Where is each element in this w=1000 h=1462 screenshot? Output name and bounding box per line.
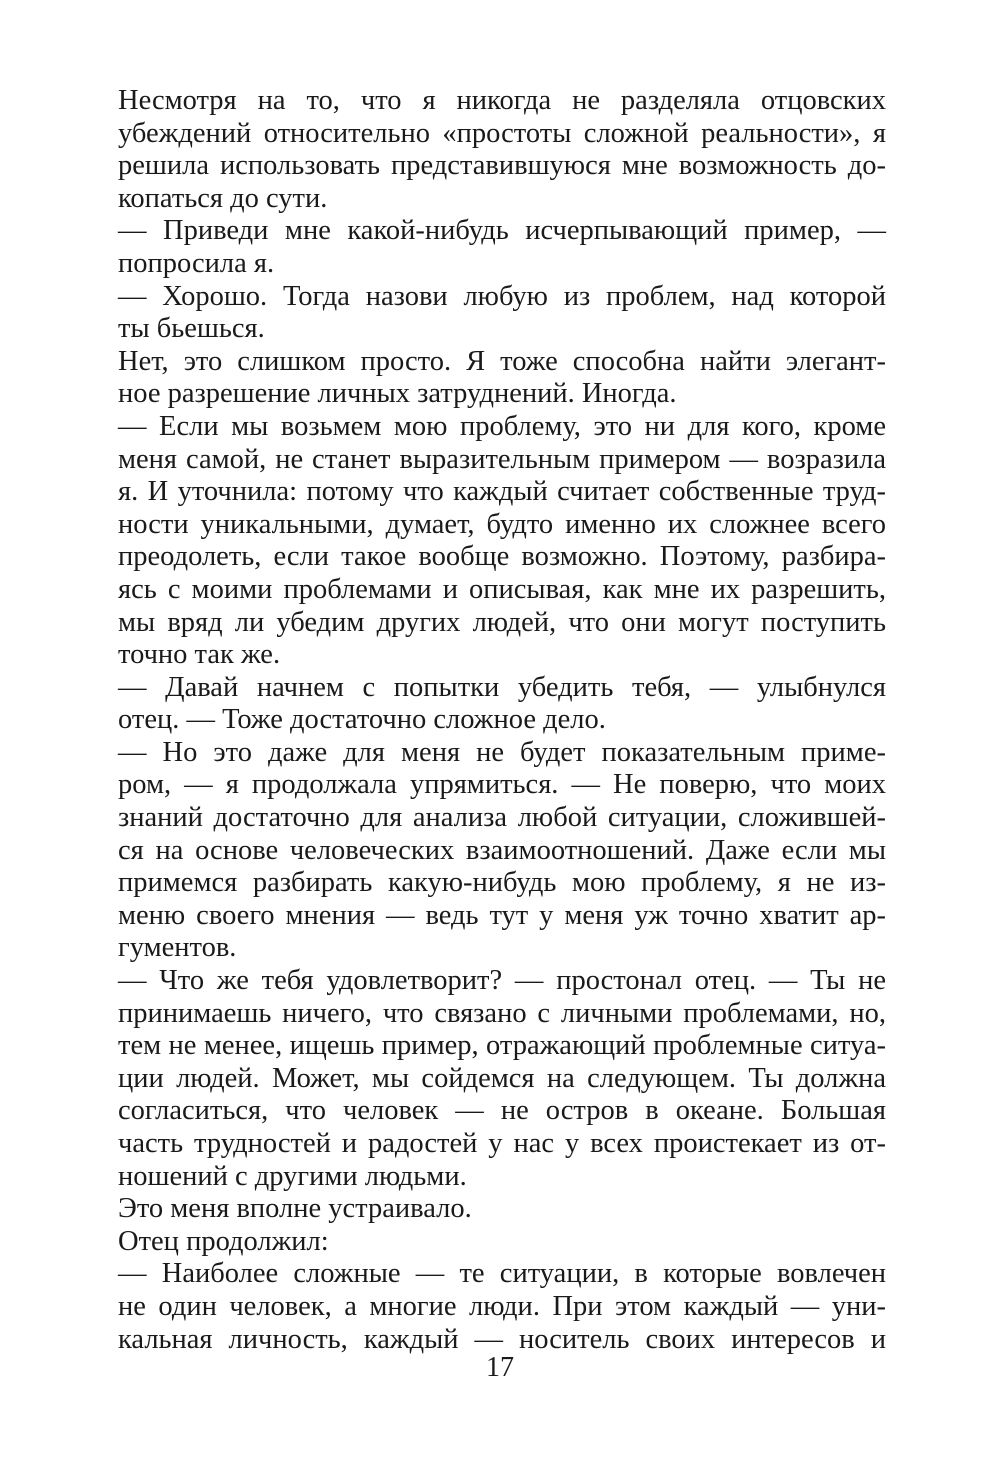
text-line: точно так же. (118, 639, 281, 671)
text-line: Отец продолжил: (118, 1225, 329, 1257)
text-line: гументов. (118, 932, 237, 964)
text-line: часть трудностей и радостей у нас у всех проистекает из от- (118, 1128, 886, 1159)
text-line: ное разрешение личных затруднений. Иногда. (118, 378, 677, 410)
text-line: — Что же тебя удовлетворит? — простонал отец. — Ты не (118, 965, 886, 997)
text-line: принимаешь ничего, что связано с личными проблемами, но, (118, 997, 886, 1029)
text-line: ясь с моими проблемами и описывая, как мне их разрешить, (118, 573, 886, 605)
text-line: — Давай начнем с попытки убедить тебя, — улыбнулся (118, 671, 886, 703)
text-line: — Наиболее сложные — те ситуации, в которые вовлечен (118, 1258, 886, 1290)
body-text (118, 85, 886, 1356)
text-line: — Хорошо. Тогда назови любую из проблем, над которой (118, 280, 886, 312)
text-line: примемся разбирать какую-нибудь мою проблему, я не из- (118, 867, 886, 899)
text-line: убеждений относительно «простоты сложной реальности», я (118, 117, 886, 149)
text-line: тем не менее, ищешь пример, отражающий проблемные ситуа- (118, 1030, 886, 1062)
text-line: мы вряд ли убедим других людей, что они могут поступить (118, 606, 886, 638)
text-line: ции людей. Может, мы сойдемся на следующем. Ты должна (118, 1062, 886, 1094)
text-line: ности уникальными, думает, будто именно их сложнее всего (118, 508, 886, 540)
text-line: кальная личность, каждый — носитель своих интересов и (118, 1323, 886, 1355)
text-line: не один человек, а многие люди. При этом каждый — уни- (118, 1290, 886, 1322)
text-line: решила использовать представившуюся мне возможность до- (118, 150, 886, 182)
text-line: ты бьешься. (118, 313, 265, 345)
text-line: — Но это даже для меня не будет показательным приме- (118, 736, 886, 768)
text-line: отец. — Тоже достаточно сложное дело. (118, 704, 606, 736)
text-line: копаться до сути. (118, 182, 328, 214)
text-line: — Приведи мне какой-нибудь исчерпывающий пример, — (118, 215, 886, 247)
text-line: согласиться, что человек — не остров в океане. Большая (118, 1095, 886, 1127)
page-number: 17 (486, 1352, 514, 1383)
text-line: ся на основе человеческих взаимоотношений. Даже если мы (118, 834, 886, 866)
text-line: меню своего мнения — ведь тут у меня уж точно хватит ар- (118, 899, 886, 931)
text-line: Нет, это слишком просто. Я тоже способна найти элегант- (118, 345, 886, 377)
text-line: — Если мы возьмем мою проблему, это ни для кого, кроме (118, 410, 886, 442)
text-line: Несмотря на то, что я никогда не разделяла отцовских (118, 85, 886, 116)
text-line: знаний достаточно для анализа любой ситуации, сложившей- (118, 802, 886, 834)
text-line: Это меня вполне устраивало. (118, 1193, 472, 1225)
text-line: преодолеть, если такое вообще возможно. Поэтому, разбира- (118, 541, 886, 573)
text-line: ношений с другими людьми. (118, 1160, 467, 1192)
text-line: я. И уточнила: потому что каждый считает собственные труд- (118, 476, 886, 508)
text-line: попросила я. (118, 247, 275, 279)
text-line: меня самой, не станет выразительным примером — возразила (118, 443, 886, 475)
text-line: ром, — я продолжала упрямиться. — Не поверю, что моих (118, 769, 886, 801)
